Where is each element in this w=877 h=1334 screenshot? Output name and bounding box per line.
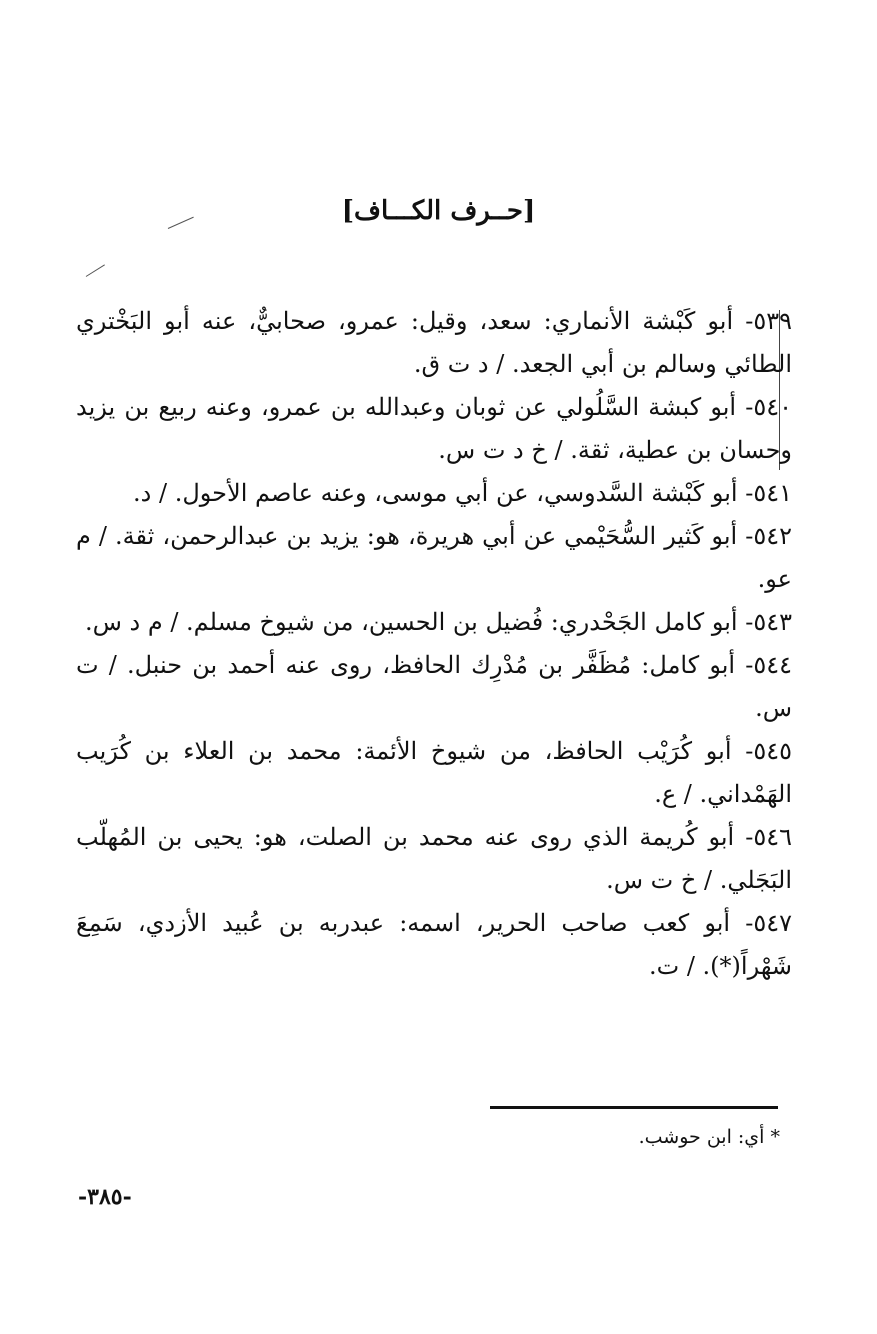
entries-list (76, 300, 792, 988)
footnote-divider (490, 1106, 778, 1109)
chapter-heading: [حــرف الكـــاف] (341, 196, 536, 226)
entry-539: ٥٣٩- أبو كَبْشة الأنماري: سعد، وقيل: عمرو، صحابيٌّ، عنه أبو البَخْتري الطائي وسالم بن أبي الجعد. / د ت ق. (76, 307, 792, 378)
entry-546: ٥٤٦- أبو كُريمة الذي روى عنه محمد بن الصلت، هو: يحيى بن المُهلّب البَجَلي. / خ ت س. (76, 823, 792, 894)
entry-542: ٥٤٢- أبو كَثير السُّحَيْمي عن أبي هريرة، هو: يزيد بن عبدالرحمن، ثقة. / م عو. (76, 522, 792, 593)
entry-545: ٥٤٥- أبو كُرَيْب الحافظ، من شيوخ الأئمة: محمد بن العلاء بن كُرَيب الهَمْداني. / ع. (76, 737, 792, 808)
entry-543: ٥٤٣- أبو كامل الجَحْدري: فُضيل بن الحسين، من شيوخ مسلم. / م د س. (84, 608, 792, 636)
stray-pen-mark (86, 264, 105, 277)
entry-547: ٥٤٧- أبو كعب صاحب الحرير، اسمه: عبدربه بن عُبيد الأزدي، سَمِعَ شَهْراً(*). / ت. (76, 909, 792, 980)
footnote: * أي: ابن حوشب. (638, 1126, 780, 1148)
page-number: -٣٨٥- (78, 1184, 132, 1210)
entry-540: ٥٤٠- أبو كبشة السَّلُولي عن ثوبان وعبدالله بن عمرو، وعنه ربيع بن يزيد وحسان بن عطية، ثقة. / خ د ت س. (76, 393, 792, 464)
entry-544: ٥٤٤- أبو كامل: مُظَفَّر بن مُدْرِك الحافظ، روى عنه أحمد بن حنبل. / ت س. (76, 651, 792, 722)
entry-541: ٥٤١- أبو كَبْشة السَّدوسي، عن أبي موسى، وعنه عاصم الأحول. / د. (133, 479, 792, 507)
